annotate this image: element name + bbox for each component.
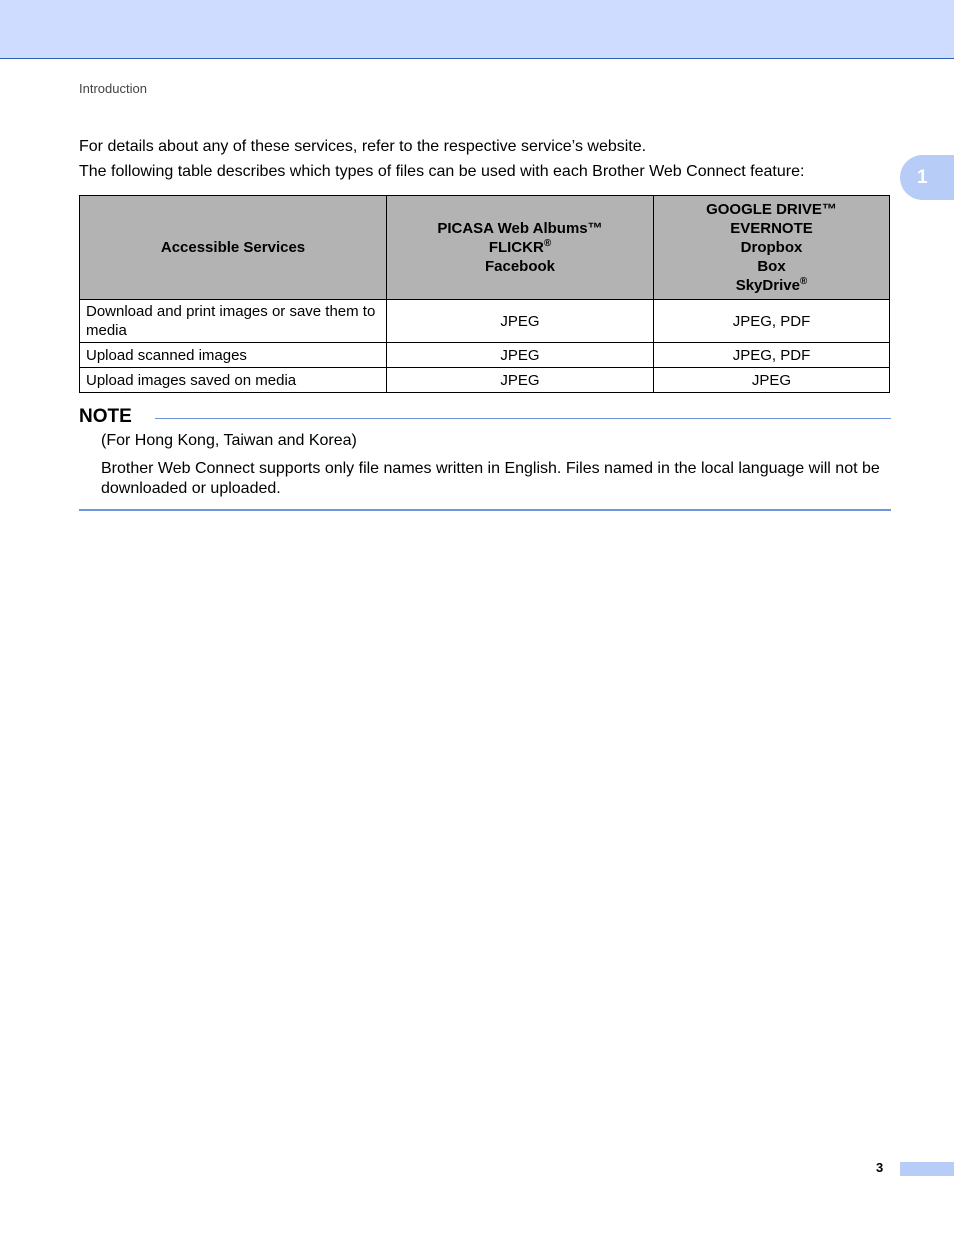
row-feature: Upload scanned images (80, 343, 387, 368)
registered-mark: ® (799, 276, 808, 287)
note-end-divider (79, 509, 891, 511)
note-region: (For Hong Kong, Taiwan and Korea) (101, 432, 357, 449)
header-accessible-services: Accessible Services (80, 196, 387, 300)
row-feature: Upload images saved on media (80, 368, 387, 393)
table-row (80, 368, 890, 393)
row-picasa-format: JPEG (387, 300, 654, 343)
header-google-group (654, 196, 890, 300)
note-title: NOTE (79, 406, 132, 427)
header-picasa-group (387, 196, 654, 300)
page-number: 3 (876, 1160, 884, 1175)
service-evernote: EVERNOTE (730, 220, 813, 237)
row-feature: Download and print images or save them to media (80, 300, 387, 343)
row-google-format: JPEG, PDF (654, 343, 890, 368)
row-picasa-format: JPEG (387, 343, 654, 368)
service-google-drive: GOOGLE DRIVE™ (706, 201, 837, 218)
row-picasa-format: JPEG (387, 368, 654, 393)
intro-paragraph: For details about any of these services, refer to the respective service’s website. (79, 138, 647, 155)
note-text: Brother Web Connect supports only file names written in English. Files named in the local language will not be downloaded or uploaded. (101, 460, 880, 497)
service-box: Box (757, 258, 786, 275)
service-picasa: PICASA Web Albums™ (437, 220, 603, 237)
chapter-number: 1 (917, 166, 928, 188)
table-row (80, 300, 890, 343)
service-dropbox: Dropbox (740, 239, 803, 256)
chapter-tab (900, 155, 954, 200)
services-table (79, 195, 890, 393)
section-label: Introduction (79, 81, 147, 96)
row-google-format: JPEG (654, 368, 890, 393)
table-row (80, 343, 890, 368)
note-divider (155, 418, 891, 419)
header-band (0, 0, 954, 59)
page-tab (900, 1162, 954, 1176)
row-google-format: JPEG, PDF (654, 300, 890, 343)
service-skydrive: SkyDrive (735, 277, 800, 294)
registered-mark: ® (543, 238, 552, 249)
table-intro-paragraph: The following table describes which types of files can be used with each Brother Web Connect feature: (79, 163, 805, 180)
service-facebook: Facebook (484, 258, 556, 275)
service-flickr: FLICKR (488, 239, 544, 256)
table-header-row (80, 196, 890, 300)
